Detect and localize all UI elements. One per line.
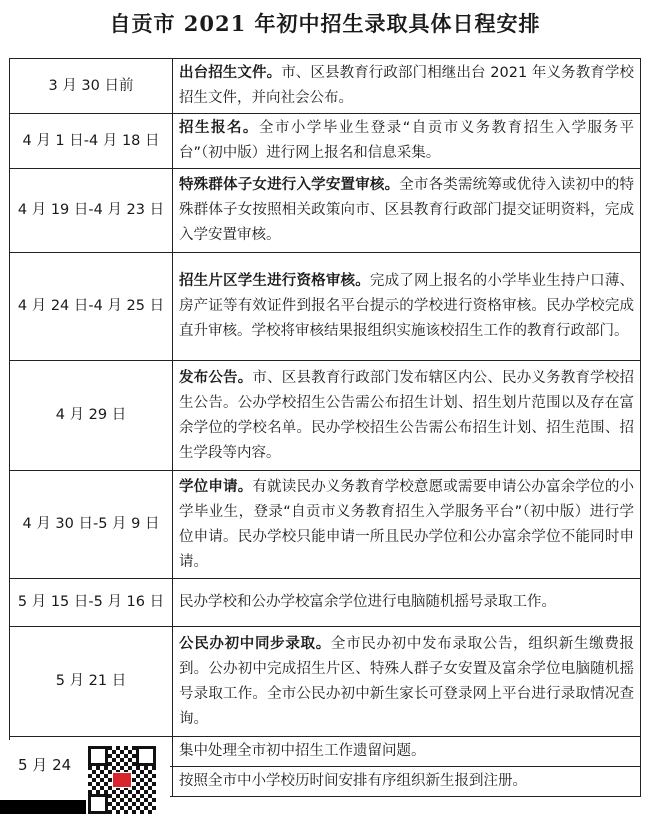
row-highlight: 招生片区学生进行资格审核。 [179, 273, 370, 289]
schedule-table [9, 58, 641, 797]
row-description [173, 59, 641, 114]
row-date: 4 月 29 日 [10, 361, 173, 471]
row-text: 民办学校和公办学校富余学位进行电脑随机摇号录取工作。 [179, 594, 556, 610]
row-description [173, 737, 641, 767]
qr-finder-pattern [88, 794, 108, 814]
row-date: 5 月 21 日 [10, 627, 173, 737]
table-row [10, 59, 641, 114]
row-text: 按照全市中小学校历时间安排有序组织新生报到注册。 [179, 773, 527, 789]
row-date: 4 月 1 日-4 月 18 日 [10, 114, 173, 169]
row-text: 集中处理全市初中招生工作遗留问题。 [179, 743, 426, 759]
row-date: 4 月 19 日-4 月 23 日 [10, 169, 173, 253]
table-row [10, 169, 641, 253]
row-text: 全市民办初中发布录取公告，组织新生缴费报到。公办初中完成招生片区、特殊人群子女安置及富余学位电脑随机摇号录取工作。全市公民办初中新生家长可登录网上平台进行录取情况查询。 [179, 635, 635, 727]
row-highlight: 招生报名。 [179, 120, 259, 136]
row-description [173, 471, 641, 579]
row-highlight: 出台招生文件。 [179, 65, 282, 81]
row-description [173, 114, 641, 169]
table-row [10, 361, 641, 471]
qr-logo-badge [112, 772, 132, 788]
row-date: 4 月 30 日-5 月 9 日 [10, 471, 173, 579]
table-row [10, 114, 641, 169]
table-row [10, 627, 641, 737]
table-row [10, 579, 641, 627]
row-description [173, 361, 641, 471]
row-date: 5 月 15 日-5 月 16 日 [10, 579, 173, 627]
qr-code-icon [86, 744, 158, 816]
row-date: 3 月 30 日前 [10, 59, 173, 114]
watermark-bar [0, 800, 86, 814]
row-date: 4 月 24 日-4 月 25 日 [10, 253, 173, 361]
row-text: 完成了网上报名的小学毕业生持户口薄、房产证等有效证件到报名平台提示的学校进行资格审核。民办学校完成直升审核。学校将审核结果报组织实施该校招生工作的教育行政部门。 [179, 273, 635, 339]
table-row [10, 471, 641, 579]
row-text: 有就读民办义务教育学校意愿或需要申请公办富余学位的小学毕业生，登录“自贡市义务教育招生入学服务平台”（初中版）进行学位申请。民办学校只能申请一所且民办学位和公办富余学位不能同时申请。 [179, 478, 635, 570]
row-description [173, 169, 641, 253]
row-description [173, 627, 641, 737]
table-row [10, 253, 641, 361]
obscured-date-fragment: 5 月 24 [18, 756, 72, 774]
row-description [173, 579, 641, 627]
row-text: 全市小学毕业生登录“自贡市义务教育招生入学服务平台”（初中版）进行网上报名和信息采集。 [179, 120, 635, 161]
row-highlight: 学位申请。 [179, 478, 253, 495]
row-text: 市、区县教育行政部门发布辖区内公、民办义务教育学校招生公告。公办学校招生公告需公布招生计划、招生划片范围以及存在富余学位的学校名单。民办学校招生公告需公布招生计划、招生范围、招生学段等内容。 [179, 369, 635, 461]
qr-finder-pattern [88, 746, 108, 766]
row-highlight: 特殊群体子女进行入学安置审核。 [179, 177, 400, 193]
qr-finder-pattern [136, 746, 156, 766]
row-description [173, 253, 641, 361]
row-highlight: 发布公告。 [179, 369, 253, 386]
page-title: 自贡市 2021 年初中招生录取具体日程安排 [109, 11, 541, 36]
row-text: 市、区县教育行政部门相继出台 2021 年义务教育学校招生文件，并向社会公布。 [179, 65, 635, 106]
row-highlight: 公民办初中同步录取。 [179, 635, 331, 652]
row-description [173, 767, 641, 797]
row-text: 全市各类需统筹或优待入读初中的特殊群体子女按照相关政策向市、区县教育行政部门提交证明资料，完成入学安置审核。 [179, 177, 634, 243]
